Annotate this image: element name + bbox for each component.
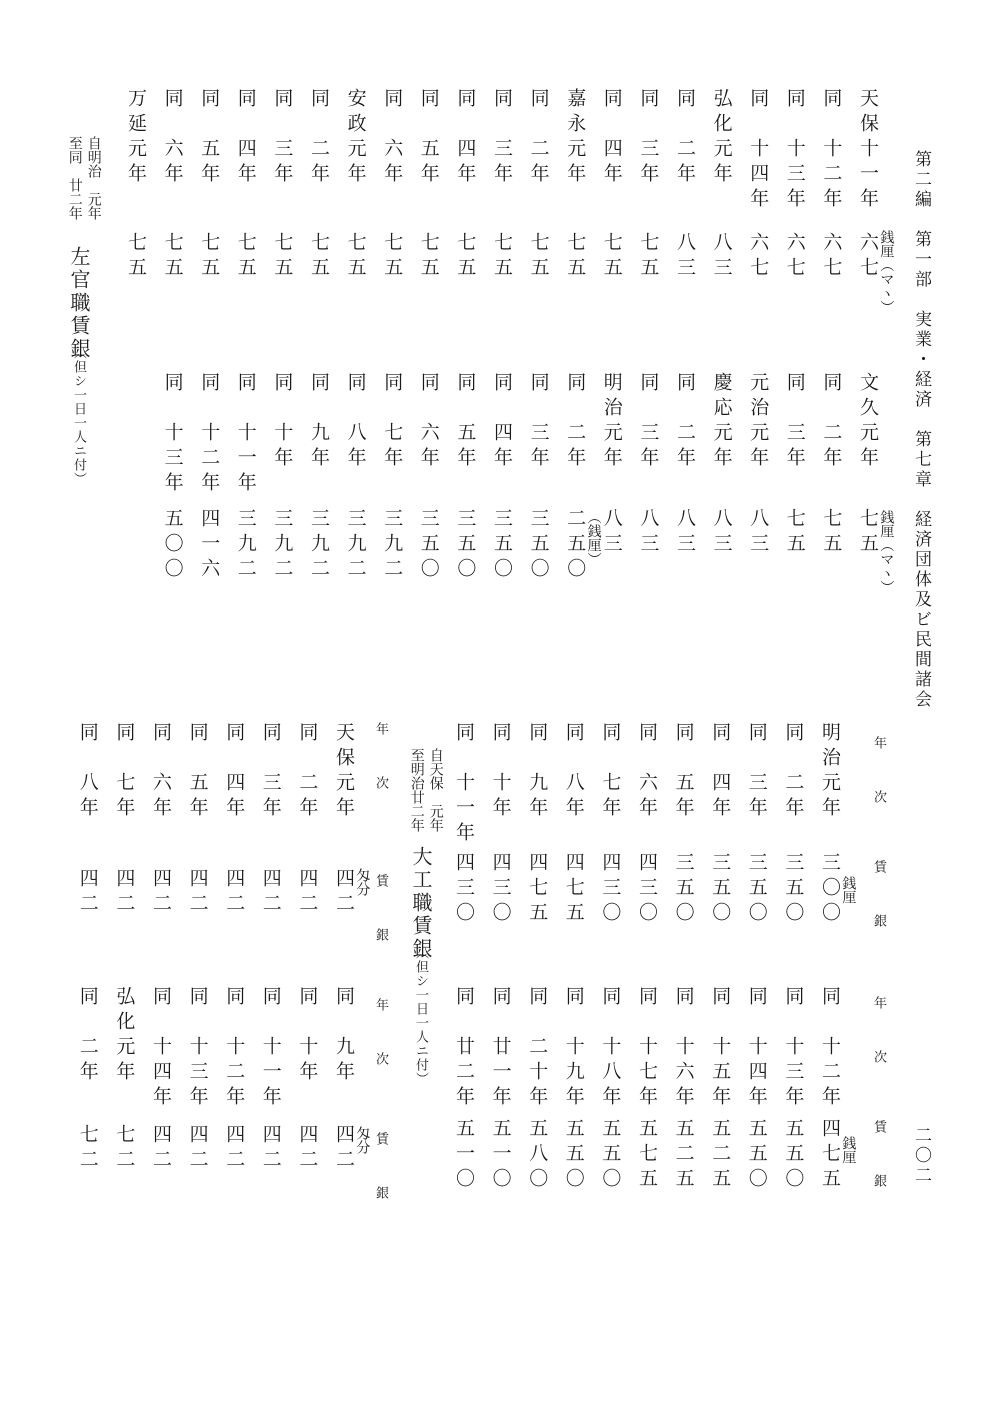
bottom_right-row-8-era-1: 同 八年: [562, 722, 585, 822]
sakan-row-15-wage-2: 三九二: [344, 508, 367, 583]
bottom_right-row-1-wage-2: 四七五: [819, 1118, 841, 1193]
sakan-row-8-era-1: 同 四年: [600, 88, 623, 188]
daiku-row-6-wage-2: 四二: [150, 1124, 172, 1174]
sakan-row-17-era-1: 同 三年: [271, 88, 294, 188]
daiku-row-2-era-2: 同 十年: [296, 986, 319, 1086]
daiku-row-3-era-1: 同 三年: [259, 722, 282, 822]
bottom_right-row-2-wage-2: 五五〇: [782, 1118, 805, 1193]
daiku-row-2-era-1: 同 二年: [296, 722, 319, 822]
bottom_right-row-7-wage-2: 五五〇: [599, 1118, 622, 1193]
daiku-row-5-era-1: 同 五年: [186, 722, 209, 822]
sakan-row-11-wage-1: 七五: [491, 232, 513, 282]
sakan-row-16-era-2: 同 九年: [308, 372, 330, 472]
plasterer-note: （但シ一日一人ニ付）: [71, 346, 86, 486]
bottom_right-row-9-era-2: 同 二十年: [526, 986, 549, 1111]
daiku-row-7-era-2: 弘化元年: [113, 986, 136, 1086]
bottom_right-row-3-era-2: 同 十四年: [745, 986, 768, 1111]
bottom_right-row-5-era-1: 同 五年: [672, 722, 695, 822]
bottom_right-row-1-unit-1: 銭厘: [840, 876, 857, 904]
bottom_right-row-1-era-2: 同 十二年: [819, 986, 841, 1111]
sakan-row-8-wage-1: 七五: [600, 232, 623, 282]
sakan-row-6-wage-1: 八三: [674, 232, 696, 282]
sakan-row-20-wage-1: 七五: [161, 232, 184, 282]
bottom_right-row-11-era-1: 同 十一年: [453, 722, 475, 847]
carpenter-title: 大工職賃銀: [409, 846, 433, 961]
daiku-row-1-era-1: 天保元年: [333, 722, 355, 822]
bottom_right-row-9-era-1: 同 九年: [526, 722, 549, 822]
bottom_right-row-5-era-2: 同 十六年: [672, 986, 695, 1111]
sakan-row-3-wage-2: 七五: [783, 508, 806, 558]
daiku-row-4-wage-1: 四二: [223, 868, 246, 918]
carpenter-note: （但シ一日一人ニ付）: [413, 946, 428, 1086]
daiku-row-1-wage-1: 四二: [333, 868, 355, 918]
sakan-row-7-era-1: 同 三年: [637, 88, 660, 188]
sakan-row-20-wage-2: 五〇〇: [161, 508, 184, 583]
bottom_right-row-3-wage-2: 五五〇: [745, 1118, 768, 1193]
sakan-row-19-wage-1: 七五: [198, 232, 221, 282]
carpenter-period-to: 至明治廿二年: [408, 748, 425, 832]
sakan-row-6-era-1: 同 二年: [674, 88, 696, 188]
bottom_right-row-7-era-2: 同 十八年: [599, 986, 622, 1111]
carpenter-header-wage-2: 賃 銀: [373, 1132, 388, 1213]
bottom_right-row-7-wage-1: 四三〇: [599, 852, 622, 927]
bottom_right-row-11-wage-2: 五一〇: [453, 1118, 475, 1193]
sakan-row-15-era-1: 安政元年: [344, 88, 367, 188]
sakan-row-21-era-1: 万延元年: [125, 88, 147, 188]
daiku-row-3-wage-1: 四二: [259, 868, 282, 918]
sakan-row-1-unit-2: 銭厘（マヽ）: [878, 510, 895, 594]
sakan-row-2-era-1: 同 十二年: [820, 88, 843, 213]
sakan-row-12-wage-1: 七五: [454, 232, 477, 282]
sakan-row-10-era-2: 同 三年: [527, 372, 550, 472]
sakan-row-18-era-1: 同 四年: [234, 88, 257, 188]
daiku-row-3-wage-2: 四二: [259, 1124, 282, 1174]
sakan-row-14-wage-2: 三九二: [381, 508, 404, 583]
sakan-row-18-wage-2: 三九二: [234, 508, 257, 583]
bottom_right-row-4-era-1: 同 四年: [709, 722, 732, 822]
sakan-row-8-era-2: 明治元年: [600, 372, 623, 472]
sakan-row-19-wage-2: 四一六: [198, 508, 221, 583]
sakan-row-10-era-1: 同 二年: [527, 88, 550, 188]
sakan-row-5-era-1: 弘化元年: [710, 88, 733, 188]
meiji-header-year-1: 年 次: [871, 736, 886, 817]
page-number: 二〇二: [911, 1126, 931, 1186]
meiji-header-wage-2: 賃 銀: [871, 1120, 886, 1201]
bottom_right-row-2-wage-1: 三五〇: [782, 852, 805, 927]
daiku-row-4-era-2: 同 十二年: [223, 986, 246, 1111]
carpenter-period-from: 自天保 元年: [427, 748, 444, 832]
bottom_right-row-2-era-2: 同 十三年: [782, 986, 805, 1111]
carpenter-header-year-1: 年 次: [373, 722, 388, 803]
daiku-row-8-era-2: 同 二年: [76, 986, 99, 1086]
bottom_right-row-3-wage-1: 三五〇: [745, 852, 768, 927]
sakan-row-4-wage-2: 八三: [747, 508, 770, 558]
sakan-row-9-era-1: 嘉永元年: [564, 88, 587, 188]
sakan-row-2-era-2: 同 二年: [820, 372, 843, 472]
bottom_right-row-6-wage-2: 五七五: [636, 1118, 658, 1193]
sakan-row-2-wage-1: 六七: [820, 232, 843, 282]
sakan-row-9-unit-2: （銭厘）: [585, 510, 602, 566]
sakan-row-5-wage-2: 八三: [710, 508, 733, 558]
sakan-row-5-wage-1: 八三: [710, 232, 733, 282]
sakan-row-1-era-1: 天保十一年: [857, 88, 879, 213]
plasterer-title: 左官職賃銀: [67, 246, 91, 361]
sakan-row-3-wage-1: 六七: [783, 232, 806, 282]
daiku-row-5-wage-2: 四二: [186, 1124, 209, 1174]
sakan-row-16-wage-2: 三九二: [308, 508, 330, 583]
sakan-row-20-era-2: 同 十三年: [161, 372, 184, 497]
daiku-row-8-era-1: 同 八年: [76, 722, 99, 822]
daiku-row-6-wage-1: 四二: [150, 868, 172, 918]
sakan-row-17-era-2: 同 十年: [271, 372, 294, 472]
sakan-row-13-wage-1: 七五: [417, 232, 440, 282]
bottom_right-row-6-wage-1: 四三〇: [636, 852, 658, 927]
bottom_right-row-8-era-2: 同 十九年: [562, 986, 585, 1111]
daiku-row-6-era-1: 同 六年: [150, 722, 172, 822]
sakan-row-7-era-2: 同 三年: [637, 372, 660, 472]
bottom_right-row-6-era-2: 同 十七年: [636, 986, 658, 1111]
bottom_right-row-10-wage-1: 四三〇: [489, 852, 512, 927]
sakan-row-8-wage-2: 八三: [600, 508, 623, 558]
bottom_right-row-4-wage-1: 三五〇: [709, 852, 732, 927]
bottom_right-row-5-wage-1: 三五〇: [672, 852, 695, 927]
sakan-row-12-wage-2: 三五〇: [454, 508, 477, 583]
daiku-row-1-unit-2: 匁分: [354, 1126, 371, 1154]
daiku-row-1-wage-2: 四二: [333, 1124, 355, 1174]
sakan-row-18-era-2: 同 十一年: [234, 372, 257, 497]
sakan-row-10-wage-2: 三五〇: [527, 508, 550, 583]
sakan-row-11-era-2: 同 四年: [491, 372, 513, 472]
daiku-row-1-unit-1: 匁分: [354, 868, 371, 896]
sakan-row-7-wage-2: 八三: [637, 508, 660, 558]
daiku-row-5-wage-1: 四二: [186, 868, 209, 918]
bottom_right-row-4-wage-2: 五二五: [709, 1118, 732, 1193]
sakan-row-11-era-1: 同 三年: [491, 88, 513, 188]
bottom_right-row-10-era-2: 同 廿一年: [489, 986, 512, 1111]
sakan-row-17-wage-2: 三九二: [271, 508, 294, 583]
daiku-row-7-wage-2: 七二: [113, 1124, 136, 1174]
daiku-row-7-era-1: 同 七年: [113, 722, 136, 822]
bottom_right-row-1-era-1: 明治元年: [819, 722, 841, 822]
bottom_right-row-10-era-1: 同 十年: [489, 722, 512, 822]
carpenter-header-year-2: 年 次: [373, 998, 388, 1079]
bottom_right-row-3-era-1: 同 三年: [745, 722, 768, 822]
sakan-row-14-era-1: 同 六年: [381, 88, 404, 188]
bottom_right-row-6-era-1: 同 六年: [636, 722, 658, 822]
bottom_right-row-9-wage-1: 四七五: [526, 852, 549, 927]
sakan-row-19-era-1: 同 五年: [198, 88, 221, 188]
bottom_right-row-2-era-1: 同 二年: [782, 722, 805, 822]
bottom_right-row-10-wage-2: 五一〇: [489, 1118, 512, 1193]
daiku-row-7-wage-1: 四二: [113, 868, 136, 918]
sakan-row-6-era-2: 同 二年: [674, 372, 696, 472]
sakan-row-1-unit-1: 銭厘（マヽ）: [878, 230, 895, 314]
sakan-row-17-wage-1: 七五: [271, 232, 294, 282]
daiku-row-2-wage-2: 四二: [296, 1124, 319, 1174]
sakan-row-7-wage-1: 七五: [637, 232, 660, 282]
daiku-row-8-wage-1: 四二: [76, 868, 99, 918]
bottom_right-row-8-wage-2: 五五〇: [562, 1118, 585, 1193]
sakan-row-2-wage-2: 七五: [820, 508, 843, 558]
sakan-row-14-wage-1: 七五: [381, 232, 404, 282]
sakan-row-1-wage-2: 七五: [857, 508, 879, 558]
sakan-row-12-era-1: 同 四年: [454, 88, 477, 188]
sakan-row-11-wage-2: 三五〇: [491, 508, 513, 583]
sakan-row-21-wage-1: 七五: [125, 232, 147, 282]
sakan-row-10-wage-1: 七五: [527, 232, 550, 282]
sakan-row-12-era-2: 同 五年: [454, 372, 477, 472]
sakan-row-5-era-2: 慶応元年: [710, 372, 733, 472]
plasterer-period-to: 至同 廿二年: [66, 136, 83, 220]
meiji-header-wage-1: 賃 銀: [871, 860, 886, 941]
running-header: 第二編 第一部 実業・経済 第七章 経済団体及ビ民間諸会: [911, 150, 931, 710]
daiku-row-2-wage-1: 四二: [296, 868, 319, 918]
sakan-row-18-wage-1: 七五: [234, 232, 257, 282]
sakan-row-1-wage-1: 六七: [857, 232, 879, 282]
bottom_right-row-1-unit-2: 銭厘: [840, 1136, 857, 1164]
sakan-row-16-wage-1: 七五: [308, 232, 330, 282]
bottom_right-row-11-wage-1: 四三〇: [453, 852, 475, 927]
sakan-row-9-wage-2: 二五〇: [564, 508, 587, 583]
daiku-row-6-era-2: 同 十四年: [150, 986, 172, 1111]
sakan-row-14-era-2: 同 七年: [381, 372, 404, 472]
daiku-row-8-wage-2: 七二: [76, 1124, 99, 1174]
sakan-row-13-wage-2: 三五〇: [417, 508, 440, 583]
plasterer-period-from: 自明治 元年: [85, 136, 102, 220]
sakan-row-9-wage-1: 七五: [564, 232, 587, 282]
sakan-row-13-era-2: 同 六年: [417, 372, 440, 472]
sakan-row-15-era-2: 同 八年: [344, 372, 367, 472]
sakan-row-3-era-1: 同 十三年: [783, 88, 806, 213]
sakan-row-16-era-1: 同 二年: [308, 88, 330, 188]
daiku-row-5-era-2: 同 十三年: [186, 986, 209, 1111]
sakan-row-4-wage-1: 六七: [747, 232, 770, 282]
bottom_right-row-1-wage-1: 三〇〇: [819, 852, 841, 927]
daiku-row-4-wage-2: 四二: [223, 1124, 246, 1174]
sakan-row-1-era-2: 文久元年: [857, 372, 879, 472]
meiji-header-year-2: 年 次: [871, 996, 886, 1077]
sakan-row-4-era-1: 同 十四年: [747, 88, 770, 213]
sakan-row-15-wage-1: 七五: [344, 232, 367, 282]
sakan-row-13-era-1: 同 五年: [417, 88, 440, 188]
sakan-row-19-era-2: 同 十二年: [198, 372, 221, 497]
sakan-row-9-era-2: 同 二年: [564, 372, 587, 472]
bottom_right-row-7-era-1: 同 七年: [599, 722, 622, 822]
bottom_right-row-5-wage-2: 五二五: [672, 1118, 695, 1193]
bottom_right-row-11-era-2: 同 廿二年: [453, 986, 475, 1111]
daiku-row-3-era-2: 同 十一年: [259, 986, 282, 1111]
sakan-row-3-era-2: 同 三年: [783, 372, 806, 472]
sakan-row-6-wage-2: 八三: [674, 508, 696, 558]
sakan-row-20-era-1: 同 六年: [161, 88, 184, 188]
daiku-row-1-era-2: 同 九年: [333, 986, 355, 1086]
bottom_right-row-9-wage-2: 五八〇: [526, 1118, 549, 1193]
daiku-row-4-era-1: 同 四年: [223, 722, 246, 822]
sakan-row-4-era-2: 元治元年: [747, 372, 770, 472]
bottom_right-row-4-era-2: 同 十五年: [709, 986, 732, 1111]
carpenter-header-wage-1: 賃 銀: [373, 874, 388, 955]
bottom_right-row-8-wage-1: 四七五: [562, 852, 585, 927]
